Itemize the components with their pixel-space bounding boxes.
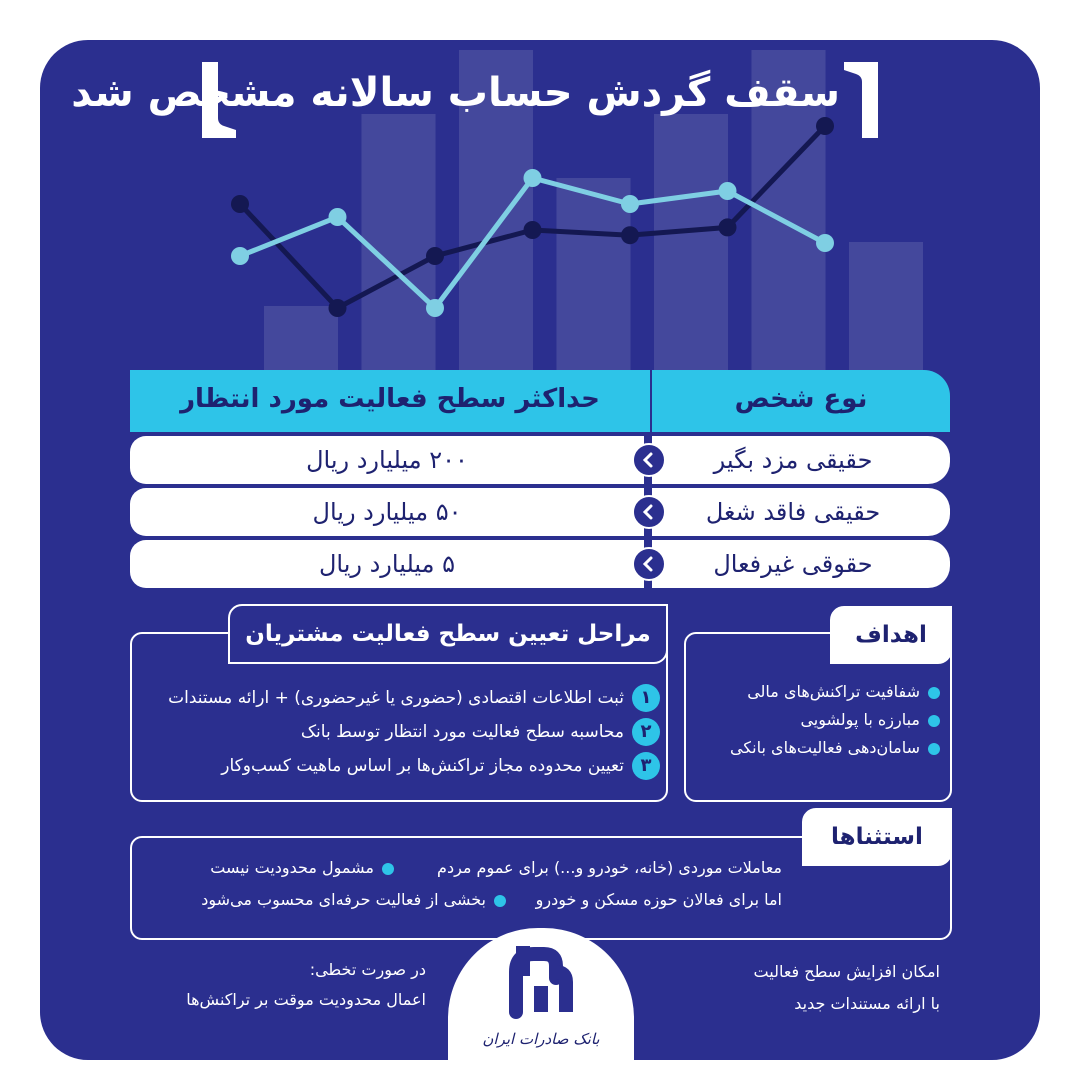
series-line <box>240 178 825 308</box>
goal-text: مبارزه با پولشویی <box>800 710 920 729</box>
row-value: ۲۰۰ میلیارد ریال <box>306 446 468 474</box>
list-item <box>168 684 660 714</box>
bullet-icon <box>382 863 394 875</box>
row-type: حقیقی فاقد شغل <box>705 498 881 526</box>
exception-text: بخشی از فعالیت حرفه‌ای محسوب می‌شود <box>201 890 486 909</box>
list-item <box>150 858 394 877</box>
row-value: ۵ میلیارد ریال <box>318 550 456 578</box>
footer-left-line2: اعمال محدودیت موقت بر تراکنش‌ها <box>186 990 426 1009</box>
title-bracket-right <box>840 62 884 138</box>
row-value: ۵۰ میلیارد ریال <box>312 498 462 526</box>
list-item <box>800 710 940 729</box>
footer-left-line1: در صورت تخطی: <box>309 960 426 979</box>
chevron-left-icon <box>632 547 666 581</box>
list-item <box>301 718 660 748</box>
step-text: تعیین محدوده مجاز تراکنش‌ها بر اساس ماهیت کسب‌وکار <box>221 756 624 776</box>
series-line <box>240 126 825 308</box>
title-banner <box>71 62 884 138</box>
data-point <box>524 221 542 239</box>
chevron-left-icon <box>632 495 666 529</box>
data-point <box>329 299 347 317</box>
table-row <box>130 488 950 536</box>
data-point <box>231 195 249 213</box>
exception-text: اما برای فعالان حوزه مسکن و خودرو <box>535 890 782 909</box>
table-row <box>130 436 950 484</box>
data-point <box>231 247 249 265</box>
steps-title: مراحل تعیین سطح فعالیت مشتریان <box>228 604 668 664</box>
goal-text: سامان‌دهی فعالیت‌های بانکی <box>730 738 920 757</box>
goals-title: اهداف <box>830 606 952 664</box>
logo-badge <box>448 928 634 1080</box>
bank-logo-icon <box>448 936 634 1026</box>
bullet-icon <box>494 895 506 907</box>
bullet-icon <box>928 715 940 727</box>
data-point <box>524 169 542 187</box>
step-number: ۱ <box>632 684 660 712</box>
bullet-icon <box>928 743 940 755</box>
exceptions-title: استثناها <box>802 808 952 866</box>
list-item <box>730 738 940 757</box>
header-max-activity: حداکثر سطح فعالیت مورد انتظار <box>180 384 600 414</box>
chevron-left-icon <box>632 443 666 477</box>
header-person-type: نوع شخص <box>734 384 868 414</box>
footer-right-line2: با ارائه مستندات جدید <box>794 994 940 1013</box>
row-type: حقیقی مزد بگیر <box>713 446 873 474</box>
step-number: ۲ <box>632 718 660 746</box>
list-item <box>221 752 660 782</box>
list-item <box>747 682 940 701</box>
data-point <box>719 218 737 236</box>
footer-right-line1: امکان افزایش سطح فعالیت <box>753 962 940 981</box>
data-point <box>329 208 347 226</box>
step-text: ثبت اطلاعات اقتصادی (حضوری یا غیرحضوری) + ارائه مستندات <box>168 688 624 708</box>
exception-text: مشمول محدودیت نیست <box>210 858 374 877</box>
goal-text: شفافیت تراکنش‌های مالی <box>747 682 920 701</box>
page-title: سقف گردش حساب سالانه مشخص شد <box>71 70 840 116</box>
data-point <box>621 226 639 244</box>
step-number: ۳ <box>632 752 660 780</box>
exception-text: معاملات موردی (خانه، خودرو و...) برای عموم مردم <box>437 858 782 877</box>
list-item <box>150 890 506 909</box>
steps-list <box>140 680 660 790</box>
logo-text: بانک صادرات ایران <box>482 1030 600 1048</box>
bullet-icon <box>928 687 940 699</box>
table-header <box>130 370 950 432</box>
table-row <box>130 540 950 588</box>
data-point <box>426 299 444 317</box>
infographic-card <box>40 40 1040 1060</box>
data-point <box>816 234 834 252</box>
data-point <box>719 182 737 200</box>
step-text: محاسبه سطح فعالیت مورد انتظار توسط بانک <box>300 722 624 742</box>
data-point <box>621 195 639 213</box>
data-point <box>426 247 444 265</box>
row-type: حقوقی غیرفعال <box>713 550 873 578</box>
goals-list <box>690 682 940 782</box>
